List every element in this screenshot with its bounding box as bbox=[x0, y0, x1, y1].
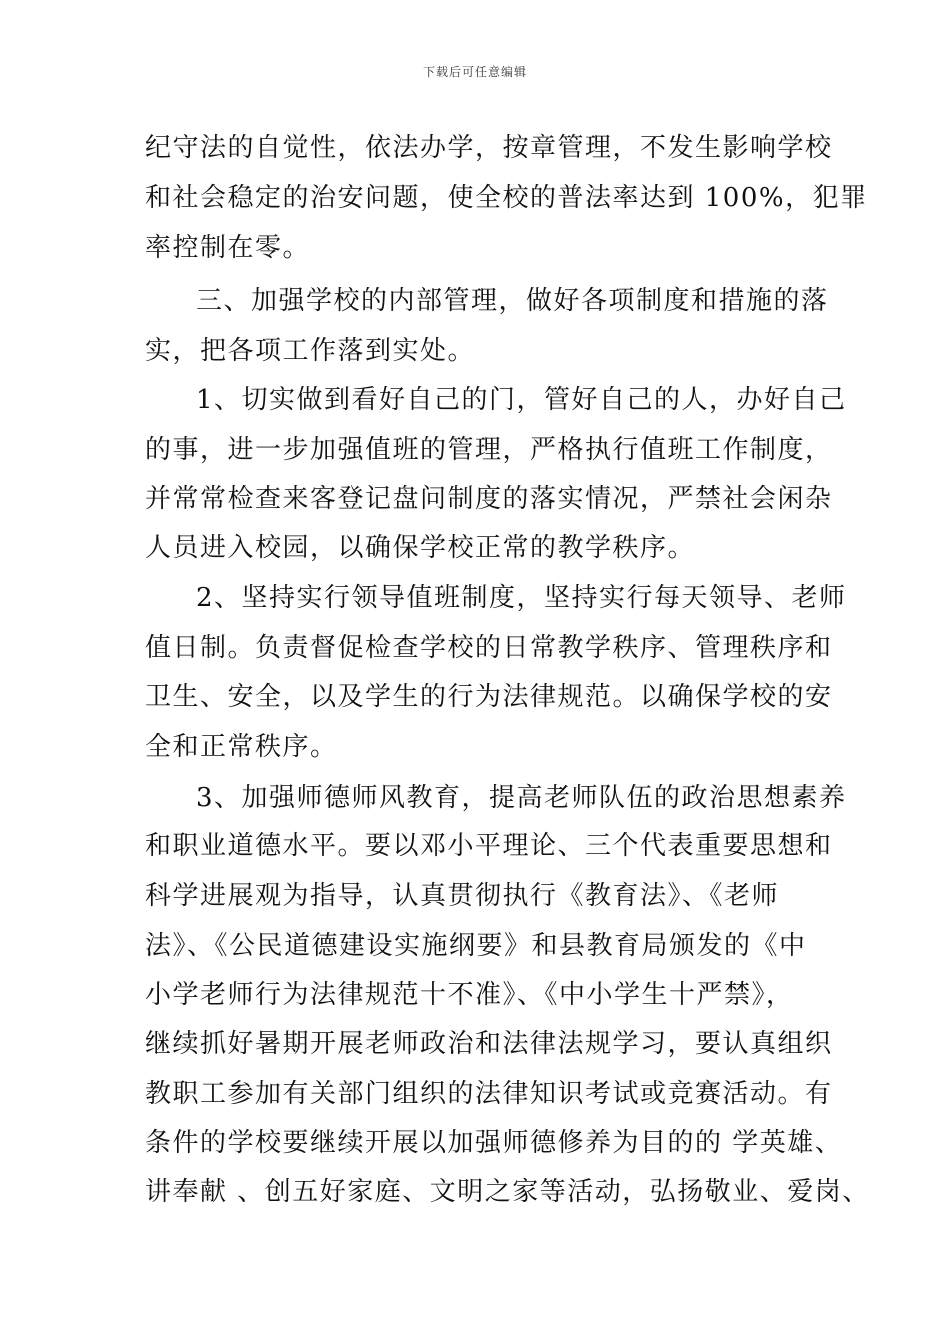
text-line: 和职业道德水平。要以邓小平理论、三个代表重要思想和 bbox=[145, 831, 833, 861]
text-line: 卫生、安全，以及学生的行为法律规范。以确保学校的安 bbox=[145, 682, 833, 712]
text-line: 继续抓好暑期开展老师政治和法律法规学习，要认真组织 bbox=[145, 1029, 833, 1059]
text-line: 的事，进一步加强值班的管理，严格执行值班工作制度， bbox=[145, 435, 833, 465]
text-line: 全和正常秩序。 bbox=[145, 732, 338, 762]
text-line: 条件的学校要继续开展以加强师德修养为目的的 学英雄、 bbox=[145, 1128, 843, 1158]
text-line: 值日制。负责督促检查学校的日常教学秩序、管理秩序和 bbox=[145, 633, 833, 663]
page-header: 下载后可任意编辑 bbox=[422, 65, 527, 79]
section-heading: 三、加强学校的内部管理，做好各项制度和措施的落 bbox=[196, 286, 829, 316]
text-line: 率控制在零。 bbox=[145, 233, 311, 263]
text-line: 法》、《公民道德建设实施纲要》和县教育局颁发的《中 bbox=[145, 931, 807, 961]
text-line: 小学老师行为法律规范十不准》、《中小学生十严禁》， bbox=[145, 980, 794, 1010]
text-line: 讲奉献 、创五好家庭、文明之家等活动，弘扬敬业、爱岗、 bbox=[145, 1177, 870, 1207]
text-line: 纪守法的自觉性，依法办学，按章管理，不发生影响学校 bbox=[145, 133, 833, 163]
text-line: 人员进入校园，以确保学校正常的教学秩序。 bbox=[145, 533, 696, 563]
text-line: 科学进展观为指导，认真贯彻执行《教育法》、《老师 bbox=[145, 881, 780, 911]
text-line: 实，把各项工作落到实处。 bbox=[145, 336, 476, 366]
paragraph-first-line: 1、切实做到看好自己的门，管好自己的人，办好自己 bbox=[196, 385, 847, 415]
text-line: 并常常检查来客登记盘问制度的落实情况，严禁社会闲杂 bbox=[145, 484, 833, 514]
paragraph-first-line: 3、加强师德师风教育，提高老师队伍的政治思想素养 bbox=[196, 783, 847, 813]
text-line: 教职工参加有关部门组织的法律知识考试或竞赛活动。有 bbox=[145, 1079, 833, 1109]
paragraph-first-line: 2、坚持实行领导值班制度，坚持实行每天领导、老师 bbox=[196, 583, 847, 613]
text-line: 和社会稳定的治安问题，使全校的普法率达到 100%，犯罪 bbox=[145, 183, 868, 213]
